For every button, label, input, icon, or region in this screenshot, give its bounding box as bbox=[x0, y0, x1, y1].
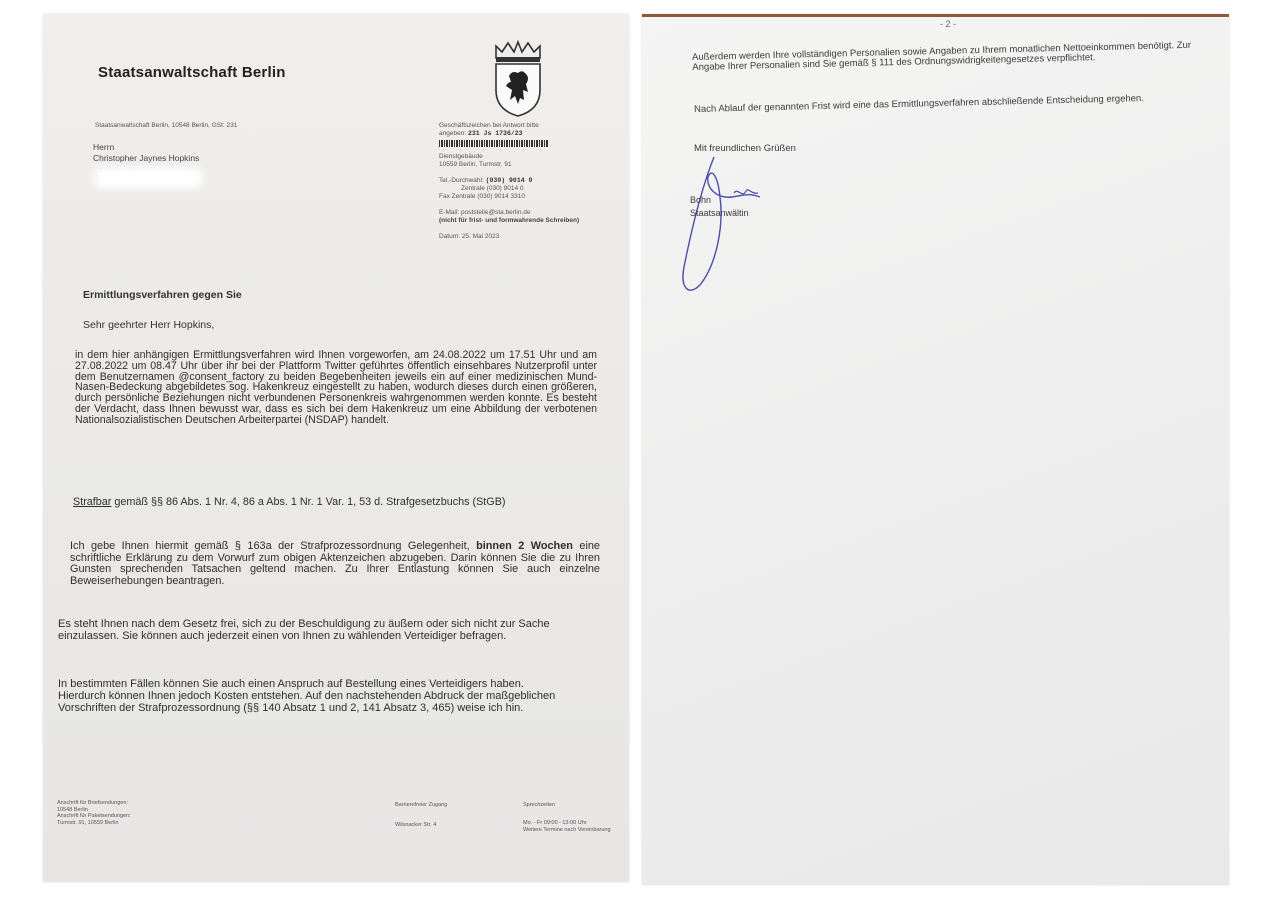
reference-number: 231 Js 1736/23 bbox=[467, 130, 523, 137]
fax-row bbox=[439, 193, 599, 201]
footer-hours bbox=[523, 820, 623, 833]
closing-greeting: Mit freundlichen Grüßen bbox=[694, 143, 796, 154]
building-address: 10559 Berlin, Turmstr. 91 bbox=[439, 161, 512, 168]
salutation: Sehr geehrter Herr Hopkins, bbox=[83, 319, 215, 331]
paragraph-statute bbox=[73, 496, 597, 508]
footer-parcel-addr: Turmstr. 91, 10559 Berlin bbox=[57, 819, 119, 826]
footer-access-addr: Wilsnacker Str. 4 bbox=[395, 822, 437, 828]
berlin-crest-logo bbox=[488, 40, 548, 118]
authority-heading: Staatsanwaltschaft Berlin bbox=[98, 64, 286, 81]
deadline-text-rest: eine schriftliche Erklärung zu dem Vorwurf zum obigen Aktenzeichen abzugeben. Darin können Sie die zu Ihren Gunsten sprechenden Tatsachen geltend machen. Zu Ihrer Entlastung können Sie auch einzelne Beweiserhebungen beantragen. bbox=[70, 540, 600, 587]
footer-addresses bbox=[57, 800, 187, 826]
paragraph-defender bbox=[58, 678, 600, 714]
strafbar-word: Strafbar bbox=[73, 496, 112, 508]
footer-parcel-label: Anschrift für Paketsendungen: bbox=[57, 813, 131, 819]
defender-text-a: In bestimmten Fällen können Sie auch einen Anspruch auf Bestellung eines Verteidigers haben. bbox=[58, 678, 524, 690]
footer-mail-label: Anschrift für Briefsendungen: bbox=[57, 800, 128, 806]
building-label: Dienstgebäude bbox=[439, 153, 483, 160]
ref-label: Geschäftszeichen bei Antwort bitte bbox=[439, 122, 539, 129]
footer-hours-note: Weitere Termine nach Vereinbarung bbox=[523, 826, 611, 833]
tel-central-value: (030) 9014 0 bbox=[486, 185, 524, 192]
paragraph-deadline bbox=[70, 541, 600, 587]
paragraph-rights: Es steht Ihnen nach dem Gesetz frei, sich zu der Beschuldigung zu äußern oder sich nicht zur Sache einzulassen. Sie können auch jederzeit einen von Ihnen zu wählenden Verteidiger befragen. bbox=[58, 618, 550, 642]
email-note: (nicht für frist- und formwahrende Schreiben) bbox=[439, 217, 580, 224]
deadline-text-start: Ich gebe Ihnen hiermit gemäß § 163a der Strafprozessordnung Gelegenheit, bbox=[70, 540, 477, 552]
fax-label: Fax Zentrale bbox=[439, 193, 476, 200]
signer-name: Bohn bbox=[690, 195, 712, 205]
email-line: E-Mail: poststelle@sta.berlin.de bbox=[439, 209, 531, 216]
barcode-image bbox=[439, 140, 549, 147]
letter-page-2 bbox=[642, 14, 1229, 885]
paragraph-decision: Nach Ablauf der genannten Frist wird eine das Ermittlungsverfahren abschließende Entscheidung ergehen. bbox=[693, 93, 1145, 115]
footer-hours-value: Mo. - Fr 09:00 - 13:00 Uhr bbox=[523, 820, 587, 826]
letter-date: Datum: 25. Mai 2023 bbox=[439, 233, 500, 240]
recipient-address bbox=[93, 142, 203, 191]
tel-direct-value: (030) 9014 0 bbox=[485, 177, 533, 184]
subject-line: Ermittlungsverfahren gegen Sie bbox=[83, 289, 242, 301]
signer-title: Staatsanwältin bbox=[690, 208, 749, 218]
ref-label-2: angeben: bbox=[439, 130, 467, 137]
handwritten-signature bbox=[672, 147, 792, 307]
signature-block bbox=[690, 195, 749, 218]
tel-central-label: Zentrale bbox=[461, 185, 485, 192]
recipient-salutation-line: Herrn bbox=[93, 142, 115, 152]
footer-mail-addr: 10548 Berlin bbox=[57, 806, 88, 813]
tel-direct-label: Tel.-Durchwahl bbox=[439, 177, 482, 184]
page-number: - 2 - bbox=[940, 19, 957, 29]
statute-text: gemäß §§ 86 Abs. 1 Nr. 4, 86 a Abs. 1 Nr. 1 Var. 1, 53 d. Strafgesetzbuchs (StGB) bbox=[111, 496, 506, 508]
deadline-bold: binnen 2 Wochen bbox=[476, 540, 573, 552]
defender-text-b: Hierdurch können Ihnen jedoch Kosten entstehen. Auf den nachstehenden Abdruck der maßgeblichen Vorschriften der Strafprozessordnung (§§ 140 Absatz 1 und 2, 141 Absatz 3, 465) weise ich hin. bbox=[58, 690, 556, 714]
fax-value: (030) 9014 3310 bbox=[477, 193, 526, 200]
letter-page-1 bbox=[43, 14, 629, 882]
info-block bbox=[439, 122, 599, 241]
paragraph-personal-data: Außerdem werden Ihre vollständigen Personalien sowie Angaben zu Ihrem monatlichen Nettoeinkommen benötigt. Zur Angabe Ihrer Personalien sind Sie gemäß § 111 des Ordnungswidrigkeitengesetzes verpflichtet. bbox=[691, 39, 1192, 73]
recipient-name: Christopher Jaynes Hopkins bbox=[93, 153, 200, 163]
sender-line: Staatsanwaltschaft Berlin, 10548 Berlin, GSt: 231 bbox=[95, 122, 238, 129]
tel-direct-row: Tel.-Durchwahl: (030) 9014 0 bbox=[439, 177, 533, 184]
footer-hours-label: Sprechzeiten bbox=[523, 802, 556, 808]
redacted-address-blur bbox=[93, 168, 203, 188]
tel-central-row bbox=[439, 185, 599, 193]
paragraph-accusation: in dem hier anhängigen Ermittlungsverfahren wird Ihnen vorgeworfen, am 24.08.2022 um 17.51 Uhr und am 27.08.2022 um 08.47 Uhr über ihr bei der Plattform Twitter geführtes öffentlich einsehbares Nutzerprofil unter dem Benutzernamen @consent_factory zu beiden Begebenheiten jeweils ein auf einer medizinischen Mund-Nasen-Bedeckung abgebildetes sog. Hakenkreuz eingestellt zu haben, wodurch dieses durch einen größeren, durch persönliche Beziehungen nicht verbundenen Personenkreis wahrgenommen werden konnte. Es besteht der Verdacht, dass Ihnen bewusst war, dass es sich bei dem Hakenkreuz um eine Abbildung der verbotenen Nationalsozialistischen Deutschen Arbeiterpartei (NSDAP) handelt. bbox=[75, 349, 597, 426]
ref-line bbox=[439, 130, 599, 138]
footer-access-label: Barrierefreier Zugang bbox=[395, 802, 448, 808]
